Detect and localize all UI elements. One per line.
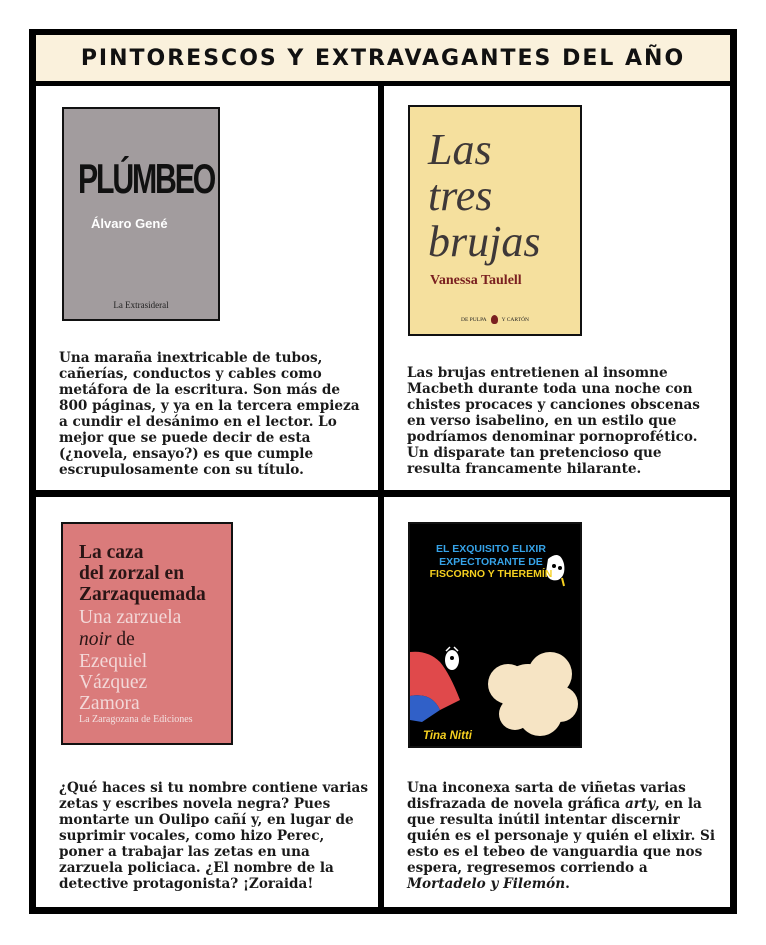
book-description: ¿Qué haces si tu nombre contiene varias zetas y escribes novela negra? Pues montarte un Oulipo cañí y, en lugar de suprimir vocales, como hizo Perec, poner a trabajar las zetas en una zarzuela policiaca. ¿El nombre de la detective protagonista? ¡Zoraida! — [59, 780, 368, 892]
cover-author: Álvaro Gené — [91, 216, 168, 231]
book-cover-las-tres-brujas — [408, 105, 582, 336]
book-cover-plumbeo — [62, 107, 220, 321]
book-panel-el-exquisito-elixir — [384, 497, 730, 907]
book-cover-la-caza-del-zorzal: La caza del zorzal en Zarzaquemada Una zarzuela noir de Ezequiel Vázquez Zamora La Zaragozana de Ediciones — [61, 522, 233, 745]
book-panel-plumbeo — [36, 86, 378, 490]
cover-title: Las tres brujas — [428, 125, 541, 266]
title-banner — [36, 35, 730, 81]
cover-publisher: La Extrasideral — [113, 300, 169, 310]
cover-title: PLÚMBEO — [78, 155, 215, 202]
book-description: Una inconexa sarta de viñetas varias disfrazada de novela gráfica arty, en la que resulta inútil intentar discernir quién es el personaje y quién el elixir. Si esto es el tebeo de vanguardia que nos espera, regresemos corriendo a Mortadelo y Filemón. — [407, 780, 716, 892]
publisher-logo-icon — [491, 315, 498, 324]
book-panel-la-caza-del-zorzal — [36, 497, 378, 907]
book-cover-el-exquisito-elixir — [408, 522, 582, 748]
cover-author: Vanessa Taulell — [430, 273, 522, 288]
cover-title: EL EXQUISITO ELIXIR EXPECTORANTE DE FISCORNO Y THEREMÍN — [429, 543, 553, 580]
book-panel-las-tres-brujas — [384, 86, 730, 490]
book-description: Una maraña inextricable de tubos, cañerías, conductos y cables como metáfora de la escritura. Son más de 800 páginas, y ya en la tercera empieza a cundir el desánimo en el lector. Lo mejor que se puede decir de esta (¿novela, ensayo?) es que cumple escrupulosamente con su título. — [59, 350, 360, 478]
cover-author: Tina Nitti — [423, 730, 472, 742]
book-description: Las brujas entretienen al insomne Macbeth durante toda una noche con chistes procaces y canciones obscenas en verso isabelino, en un estilo que podríamos denominar pornoprofético. Un disparate tan pretencioso que resulta francamente hilarante. — [407, 365, 700, 477]
cover-publisher: DE PULPA Y CARTÓN — [460, 316, 530, 323]
cover-publisher: La Zaragozana de Ediciones — [79, 714, 193, 725]
cloud-shape-icon — [488, 652, 578, 736]
page-title: PINTORESCOS Y EXTRAVAGANTES DEL AÑO — [80, 45, 686, 71]
